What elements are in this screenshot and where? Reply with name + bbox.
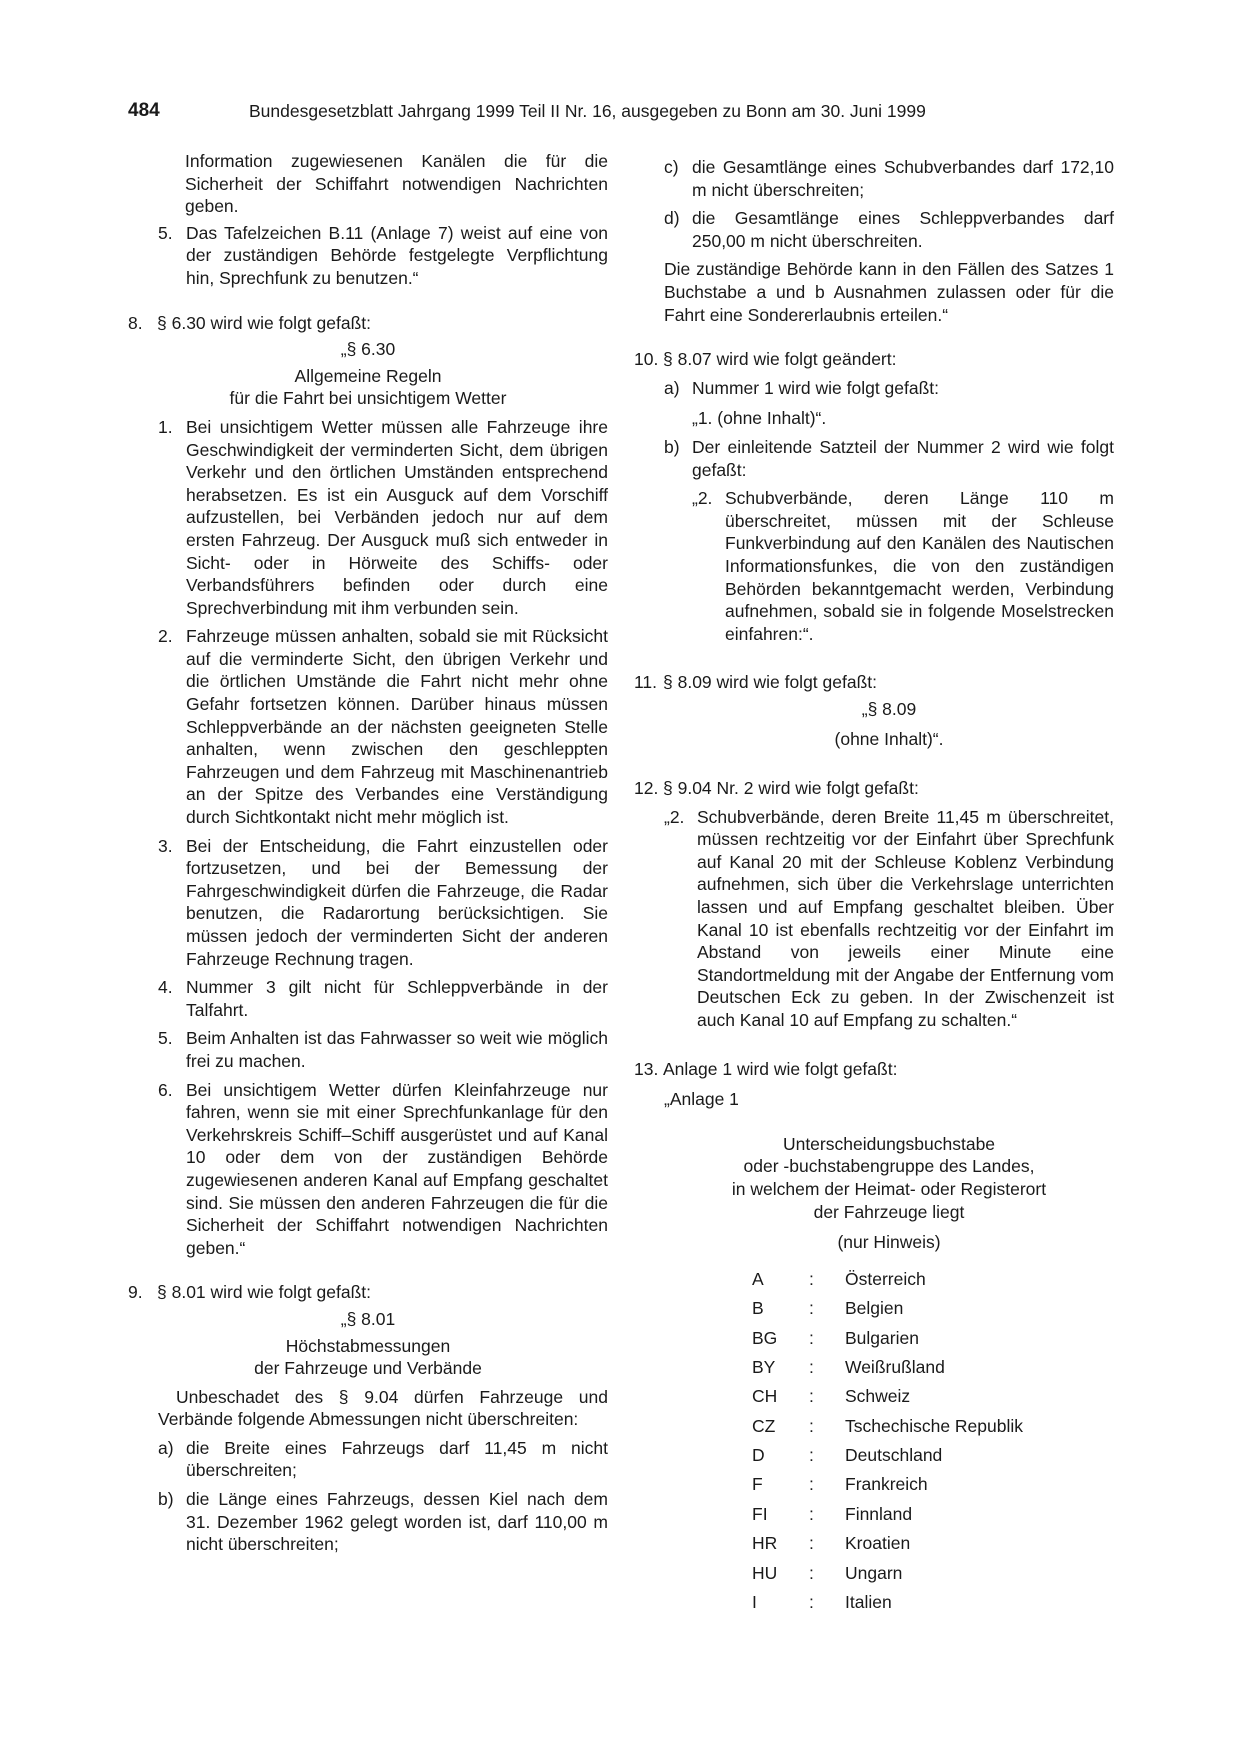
list-item [158, 222, 608, 290]
list-item-number: 4. [158, 977, 173, 998]
table-row [752, 1385, 1023, 1414]
right-column [634, 150, 1114, 1620]
list-item-number: d) [664, 208, 680, 229]
list-item-text: Fahrzeuge müssen anhalten, sobald sie mit Rücksicht auf die verminderte Sicht, den übrigen Verkehr und die örtlichen Umstände die Fahrt nicht mehr ohne Gefahr fortsetzen können. Darüber hinaus müssen Schleppverbände an der nächsten geeigneten Stelle anhalten, wenn zwischen den geschleppten Fahrzeugen und dem Fahrzeug mit Maschinenantrieb an der Spitze des Verbandes eine Verständigung durch Sichtkontakt nicht mehr möglich ist. [186, 626, 608, 828]
anlage-note: (nur Hinweis) [837, 1232, 941, 1253]
section-number: 11. [634, 672, 658, 693]
separator: : [809, 1562, 814, 1583]
separator: : [809, 1386, 814, 1407]
country-code: A [752, 1268, 764, 1289]
anlage-title-line2: oder -buchstabengruppe des Landes, [743, 1156, 1035, 1177]
section-12 [634, 777, 1114, 800]
table-row [752, 1562, 1023, 1591]
country-code: D [752, 1445, 765, 1466]
list-item-text: Bei unsichtigem Wetter müssen alle Fahrzeuge ihre Geschwindigkeit der verminderten Sicht, dem übrigen Verkehr und den örtlichen Umständen entsprechend herabsetzen. Es ist ein Ausguck auf dem Vorschiff aufzustellen, bei Verbänden jedoch nur auf dem ersten Fahrzeug. Der Ausguck muß sich entweder in Sicht- oder in Hörweite des Schiffs- oder Verbandsführers befinden oder durch eine Sprechverbindung mit ihm verbunden sein. [186, 416, 608, 618]
paragraph-title-line2: für die Fahrt bei unsichtigem Wetter [229, 388, 507, 409]
quote-number: „2. [692, 488, 713, 509]
list-item-text: die Breite eines Fahrzeugs darf 11,45 m nicht überschreiten; [186, 1437, 608, 1481]
country-code: F [752, 1474, 763, 1495]
paragraph-title-line1: Höchstabmessungen [285, 1335, 451, 1356]
list-item [158, 1437, 608, 1482]
anlage-heading: „Anlage 1 [664, 1089, 739, 1110]
paragraph-intro: Unbeschadet des § 9.04 dürfen Fahrzeuge und Verbände folgende Abmessungen nicht überschreiten: [158, 1386, 608, 1430]
country-code: BG [752, 1327, 778, 1348]
section-text: § 8.07 wird wie folgt geändert: [663, 349, 897, 370]
section-text: § 8.09 wird wie folgt gefaßt: [663, 672, 877, 693]
continued-text: Information zugewiesenen Kanälen die für die Sicherheit der Schiffahrt notwendigen Nachrichten geben. [185, 151, 608, 217]
list-item-text: Der einleitende Satzteil der Nummer 2 wird wie folgt gefaßt: [692, 436, 1114, 480]
country-name: Österreich [845, 1268, 926, 1289]
section-8 [128, 312, 608, 335]
country-code-table [752, 1268, 1023, 1621]
paragraph-heading: „§ 6.30 [340, 339, 396, 360]
page-number: 484 [128, 100, 160, 121]
list-item-text: Bei unsichtigem Wetter dürfen Kleinfahrzeuge nur fahren, wenn sie mit einer Sprechfunkanlage für den Verkehrskreis Schiff–Schiff ausgerüstet und auf Kanal 10 oder dem von der zuständigen Behörde zugewiesenen anderen Kanal auf Empfang geschaltet sind. Sie müssen den anderen Fahrzeugen die für die Sicherheit der Schiffahrt notwendigen Nachrichten geben.“ [186, 1079, 608, 1258]
quote-text: „1. (ohne Inhalt)“. [692, 408, 827, 429]
separator: : [809, 1415, 814, 1436]
table-row [752, 1415, 1023, 1444]
list-item-number: 5. [158, 1028, 173, 1049]
list-item-number: b) [158, 1489, 174, 1510]
section-number: 13. [634, 1058, 659, 1079]
section-9-list-cont [634, 156, 1114, 252]
separator: : [809, 1445, 814, 1466]
quote-item [692, 487, 1114, 645]
list-item-number: 2. [158, 626, 173, 647]
paragraph-title-line2: der Fahrzeuge und Verbände [254, 1358, 482, 1379]
country-name: Schweiz [845, 1386, 911, 1407]
country-name: Tschechische Republik [845, 1415, 1024, 1436]
list-item-number: 1. [158, 416, 173, 437]
section-text: § 6.30 wird wie folgt gefaßt: [157, 312, 371, 333]
list-item [158, 1027, 608, 1072]
list-item-number: 3. [158, 835, 173, 856]
country-code: FI [752, 1503, 768, 1524]
separator: : [809, 1327, 814, 1348]
separator: : [809, 1298, 814, 1319]
section-number: 10. [634, 349, 659, 370]
country-name: Kroatien [845, 1533, 911, 1554]
list-item-text: die Gesamtlänge eines Schubverbandes darf 172,10 m nicht überschreiten; [692, 157, 1114, 200]
section-10 [634, 348, 1114, 371]
list-item [158, 976, 608, 1021]
separator: : [809, 1533, 814, 1554]
list-item [158, 625, 608, 828]
paragraph-heading: „§ 8.09 [861, 698, 917, 719]
section-11 [634, 671, 1114, 694]
section-number: 12. [634, 778, 659, 799]
left-column [128, 150, 608, 1556]
header-title: Bundesgesetzblatt Jahrgang 1999 Teil II Nr. 16, ausgegeben zu Bonn am 30. Juni 1999 [249, 101, 926, 121]
page-header [128, 100, 1113, 126]
section-text: § 9.04 Nr. 2 wird wie folgt gefaßt: [663, 778, 919, 799]
paragraph-content: (ohne Inhalt)“. [834, 729, 944, 750]
list-item [664, 377, 1114, 400]
list-item-text: Das Tafelzeichen B.11 (Anlage 7) weist auf eine von der zuständigen Behörde festgelegte Verpflichtung hin, Sprechfunk zu benutzen.“ [186, 222, 608, 288]
country-code: BY [752, 1356, 776, 1377]
country-name: Finnland [845, 1503, 913, 1524]
separator: : [809, 1356, 814, 1377]
list-item-text: Bei der Entscheidung, die Fahrt einzustellen oder fortzusetzen, und bei der Bemessung der Fahrgeschwindigkeit dürfen die Fahrzeuge, die Radar benutzen, die Radarortung berücksichtigen. Sie müssen jedoch der verminderten Sicht der anderen Fahrzeuge Rechnung tragen. [186, 835, 608, 969]
section-9-list [128, 1437, 608, 1556]
list-item-number: 6. [158, 1079, 173, 1100]
list-item-number: c) [664, 157, 679, 177]
country-code: HU [752, 1562, 778, 1583]
table-row [752, 1591, 1023, 1620]
country-name: Weißrußland [845, 1356, 945, 1377]
section-9 [128, 1281, 608, 1304]
table-row [752, 1297, 1023, 1326]
country-name: Belgien [845, 1298, 904, 1319]
country-name: Deutschland [845, 1445, 943, 1466]
section-13 [634, 1058, 1114, 1081]
country-name: Bulgarien [845, 1327, 919, 1348]
table-row [752, 1444, 1023, 1473]
separator: : [809, 1592, 814, 1613]
country-code: CZ [752, 1415, 776, 1436]
list-item [664, 156, 1114, 201]
section-text: Anlage 1 wird wie folgt gefaßt: [663, 1058, 898, 1079]
list-item-text: Nummer 1 wird wie folgt gefaßt: [692, 377, 940, 398]
country-name: Italien [845, 1592, 892, 1613]
section-number: 8. [128, 312, 143, 333]
list-item [158, 1488, 608, 1556]
table-row [752, 1532, 1023, 1561]
table-row [752, 1473, 1023, 1502]
quote-text: Schubverbände, deren Breite 11,45 m überschreitet, müssen rechtzeitig vor der Einfahrt über Sprechfunk auf Kanal 20 mit der Schleuse Koblenz Verbindung aufnehmen, sich über die Verkehrslage unterrichten lassen und auf Empfang geschaltet bleiben. Über Kanal 10 ist ebenfalls rechtzeitig vor der Einfahrt im Abstand von jeweils einer Minute eine Standortmeldung mit der Angabe der Entfernung vom Deutschen Eck zu geben. In der Zwischenzeit ist auch Kanal 10 auf Empfang zu schalten.“ [697, 806, 1114, 1030]
country-name: Ungarn [845, 1562, 903, 1583]
list-item-text: Beim Anhalten ist das Fahrwasser so weit wie möglich frei zu machen. [186, 1028, 608, 1071]
list-item-number: 5. [158, 222, 173, 243]
section-text: § 8.01 wird wie folgt gefaßt: [157, 1282, 371, 1303]
list-item-text: Nummer 3 gilt nicht für Schleppverbände in der Talfahrt. [186, 977, 608, 1020]
list-item-letter: b) [664, 436, 680, 457]
paragraph-title-line1: Allgemeine Regeln [294, 365, 442, 386]
list-item [158, 835, 608, 971]
separator: : [809, 1503, 814, 1524]
anlage-title-line4: der Fahrzeuge liegt [813, 1201, 965, 1222]
list-item [664, 436, 1114, 481]
quote-number: „2. [664, 806, 685, 827]
table-row [752, 1356, 1023, 1385]
table-row [752, 1503, 1023, 1532]
list-item [158, 1079, 608, 1260]
section-9-closing: Die zuständige Behörde kann in den Fällen des Satzes 1 Buchstabe a und b Ausnahmen zulassen oder für die Fahrt eine Sondererlaubnis erteilen.“ [664, 259, 1114, 325]
country-code: HR [752, 1533, 778, 1554]
list-item-number: a) [158, 1437, 174, 1458]
separator: : [809, 1268, 814, 1289]
table-row [752, 1327, 1023, 1356]
table-row [752, 1268, 1023, 1297]
section-8-list [128, 416, 608, 1259]
list-item-text: die Gesamtlänge eines Schleppverbandes darf 250,00 m nicht überschreiten. [692, 208, 1114, 251]
separator: : [809, 1474, 814, 1495]
country-code: CH [752, 1386, 778, 1407]
country-name: Frankreich [845, 1474, 928, 1495]
paragraph-heading: „§ 8.01 [340, 1308, 396, 1329]
country-code: B [752, 1298, 764, 1319]
section-number: 9. [128, 1282, 143, 1303]
quote-text: Schubverbände, deren Länge 110 m überschreitet, müssen mit der Schleuse Funkverbindung auf den Kanälen des Nautischen Informationsfunkes, die von den zuständigen Behörden bekanntgemacht werden, Verbindung aufnehmen, sobald sie in folgende Moselstrecken einfahren:“. [725, 488, 1114, 644]
quote-item [664, 806, 1114, 1032]
list-item-text: die Länge eines Fahrzeugs, dessen Kiel nach dem 31. Dezember 1962 gelegt worden ist, darf 110,00 m nicht überschreiten; [186, 1489, 608, 1555]
country-code: I [752, 1592, 757, 1613]
anlage-title-line1: Unterscheidungsbuchstabe [782, 1133, 996, 1154]
list-item [664, 207, 1114, 252]
list-item-letter: a) [664, 377, 680, 398]
anlage-title-line3: in welchem der Heimat- oder Registerort [731, 1178, 1047, 1199]
list-item [158, 416, 608, 619]
